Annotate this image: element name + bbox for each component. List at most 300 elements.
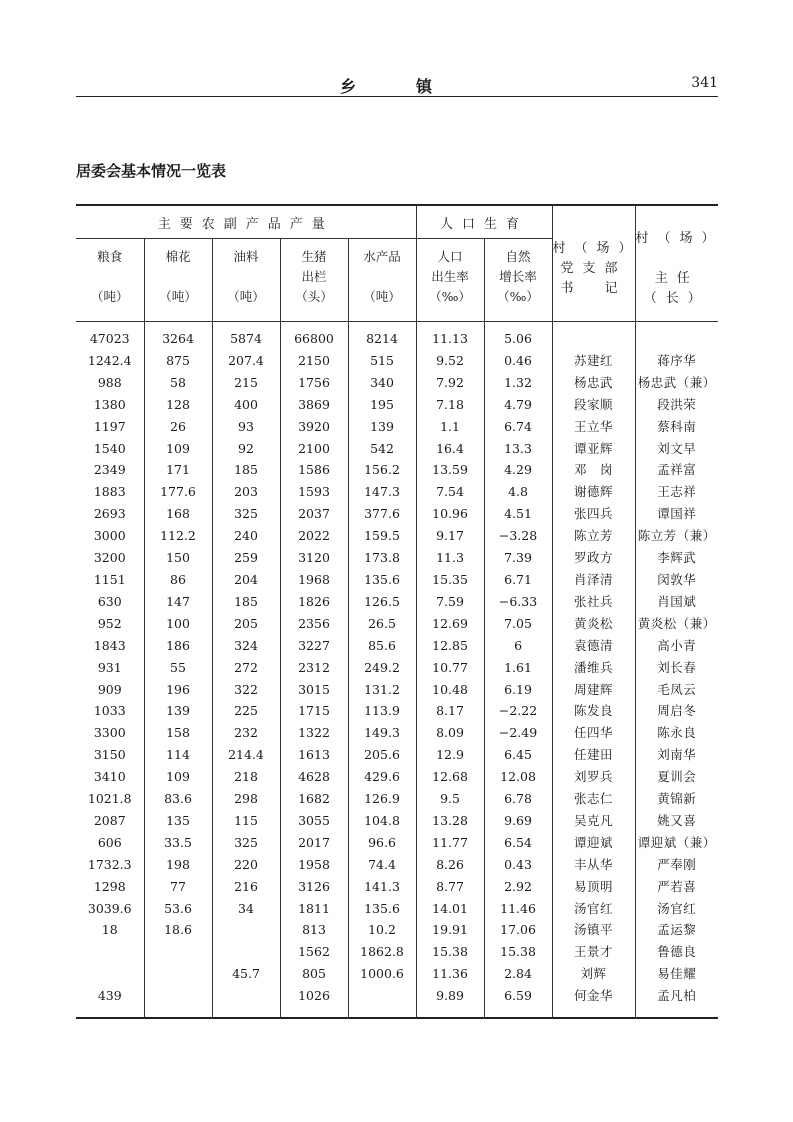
growth-rate-cell: 5.06 xyxy=(484,322,552,350)
table-row xyxy=(76,876,718,898)
aquatic-cell xyxy=(348,985,416,1018)
header-oil-unit: （吨） xyxy=(227,289,265,304)
header-cotton-unit: （吨） xyxy=(159,289,197,304)
header-growth-name1: 自然 xyxy=(505,249,531,264)
header-birth-unit: （‰） xyxy=(429,289,471,304)
director-cell: 杨忠武（兼） xyxy=(635,372,718,394)
table-row xyxy=(76,788,718,810)
grain-cell: 3150 xyxy=(76,744,144,766)
birth-rate-cell: 14.01 xyxy=(416,898,484,920)
oil-cell: 185 xyxy=(212,459,280,481)
oil-cell: 298 xyxy=(212,788,280,810)
table-row xyxy=(76,503,718,525)
pigs-cell: 2150 xyxy=(280,350,348,372)
header-grain-unit: （吨） xyxy=(90,289,129,304)
oil-cell: 325 xyxy=(212,832,280,854)
pigs-cell: 1593 xyxy=(280,481,348,503)
pigs-cell: 3015 xyxy=(280,679,348,701)
oil-cell: 205 xyxy=(212,613,280,635)
aquatic-cell: 135.6 xyxy=(348,569,416,591)
birth-rate-cell: 7.92 xyxy=(416,372,484,394)
director-cell: 姚又喜 xyxy=(635,810,718,832)
birth-rate-cell: 10.77 xyxy=(416,657,484,679)
grain-cell: 3039.6 xyxy=(76,898,144,920)
pigs-cell: 3920 xyxy=(280,416,348,438)
growth-rate-cell: 6.71 xyxy=(484,569,552,591)
table-row xyxy=(76,547,718,569)
grain-cell: 1021.8 xyxy=(76,788,144,810)
table-row xyxy=(76,744,718,766)
pigs-cell: 1811 xyxy=(280,898,348,920)
director-cell: 易佳耀 xyxy=(635,963,718,985)
secretary-cell: 何金华 xyxy=(552,985,635,1018)
growth-rate-cell: 6.78 xyxy=(484,788,552,810)
pigs-cell: 2312 xyxy=(280,657,348,679)
birth-rate-cell: 12.9 xyxy=(416,744,484,766)
birth-rate-cell: 9.17 xyxy=(416,525,484,547)
cotton-cell: 55 xyxy=(144,657,212,679)
oil-cell: 324 xyxy=(212,635,280,657)
pigs-cell: 3227 xyxy=(280,635,348,657)
aquatic-cell: 126.9 xyxy=(348,788,416,810)
oil-cell: 45.7 xyxy=(212,963,280,985)
birth-rate-cell: 8.09 xyxy=(416,722,484,744)
pigs-cell: 4628 xyxy=(280,766,348,788)
oil-cell: 207.4 xyxy=(212,350,280,372)
oil-cell: 259 xyxy=(212,547,280,569)
oil-cell: 215 xyxy=(212,372,280,394)
grain-cell: 630 xyxy=(76,591,144,613)
growth-rate-cell: 7.05 xyxy=(484,613,552,635)
pigs-cell: 1613 xyxy=(280,744,348,766)
pigs-cell: 1968 xyxy=(280,569,348,591)
birth-rate-cell: 1.1 xyxy=(416,416,484,438)
cotton-cell: 875 xyxy=(144,350,212,372)
cotton-cell: 196 xyxy=(144,679,212,701)
cotton-cell: 26 xyxy=(144,416,212,438)
secretary-cell: 张志仁 xyxy=(552,788,635,810)
table-row xyxy=(76,854,718,876)
aquatic-cell: 10.2 xyxy=(348,919,416,941)
table-row xyxy=(76,810,718,832)
grain-cell: 1540 xyxy=(76,438,144,460)
header-birth-name1: 人口 xyxy=(437,249,463,264)
oil-cell: 240 xyxy=(212,525,280,547)
grain-cell: 1033 xyxy=(76,700,144,722)
grain-cell: 1242.4 xyxy=(76,350,144,372)
secretary-cell: 丰从华 xyxy=(552,854,635,876)
grain-cell: 1883 xyxy=(76,481,144,503)
grain-cell: 952 xyxy=(76,613,144,635)
cotton-cell: 147 xyxy=(144,591,212,613)
growth-rate-cell: 17.06 xyxy=(484,919,552,941)
growth-rate-cell: 2.92 xyxy=(484,876,552,898)
growth-rate-cell: −3.28 xyxy=(484,525,552,547)
pigs-cell: 1756 xyxy=(280,372,348,394)
director-cell: 肖国斌 xyxy=(635,591,718,613)
aquatic-cell: 1000.6 xyxy=(348,963,416,985)
secretary-cell: 肖泽清 xyxy=(552,569,635,591)
aquatic-cell: 205.6 xyxy=(348,744,416,766)
header-director-line1: 村（场） xyxy=(635,230,724,246)
pigs-cell: 66800 xyxy=(280,322,348,350)
pigs-cell: 2022 xyxy=(280,525,348,547)
secretary-cell: 罗政方 xyxy=(552,547,635,569)
birth-rate-cell: 16.4 xyxy=(416,438,484,460)
director-cell: 黄炎松（兼） xyxy=(635,613,718,635)
secretary-cell: 段家顺 xyxy=(552,394,635,416)
secretary-cell: 陈立芳 xyxy=(552,525,635,547)
header-pigs xyxy=(280,239,348,322)
pigs-cell: 805 xyxy=(280,963,348,985)
header-birth-name2: 出生率 xyxy=(431,269,469,284)
table-row xyxy=(76,679,718,701)
header-secretary-line1: 村（场） xyxy=(552,240,641,256)
cotton-cell: 86 xyxy=(144,569,212,591)
aquatic-cell: 85.6 xyxy=(348,635,416,657)
secretary-cell: 任四华 xyxy=(552,722,635,744)
secretary-cell: 杨忠武 xyxy=(552,372,635,394)
cotton-cell: 3264 xyxy=(144,322,212,350)
birth-rate-cell: 11.77 xyxy=(416,832,484,854)
header-growth-unit: （‰） xyxy=(497,289,539,304)
aquatic-cell: 26.5 xyxy=(348,613,416,635)
cotton-cell: 198 xyxy=(144,854,212,876)
birth-rate-cell: 15.35 xyxy=(416,569,484,591)
cotton-cell: 114 xyxy=(144,744,212,766)
aquatic-cell: 159.5 xyxy=(348,525,416,547)
secretary-cell: 吴克凡 xyxy=(552,810,635,832)
director-cell xyxy=(635,322,718,350)
oil-cell: 225 xyxy=(212,700,280,722)
table-row xyxy=(76,657,718,679)
header-pigs-name1: 生猪 xyxy=(301,249,327,264)
table-row xyxy=(76,372,718,394)
birth-rate-cell: 15.38 xyxy=(416,941,484,963)
birth-rate-cell: 9.52 xyxy=(416,350,484,372)
aquatic-cell: 542 xyxy=(348,438,416,460)
grain-cell: 1298 xyxy=(76,876,144,898)
birth-rate-cell: 11.13 xyxy=(416,322,484,350)
birth-rate-cell: 9.5 xyxy=(416,788,484,810)
birth-rate-cell: 7.18 xyxy=(416,394,484,416)
pigs-cell: 1322 xyxy=(280,722,348,744)
header-birth-rate xyxy=(416,239,484,322)
grain-cell: 2087 xyxy=(76,810,144,832)
cotton-cell: 177.6 xyxy=(144,481,212,503)
birth-rate-cell: 12.68 xyxy=(416,766,484,788)
secretary-cell: 邓 岗 xyxy=(552,459,635,481)
table-row xyxy=(76,459,718,481)
oil-cell: 34 xyxy=(212,898,280,920)
table-row xyxy=(76,919,718,941)
oil-cell xyxy=(212,919,280,941)
pigs-cell: 2037 xyxy=(280,503,348,525)
cotton-cell: 158 xyxy=(144,722,212,744)
oil-cell: 218 xyxy=(212,766,280,788)
cotton-cell: 109 xyxy=(144,438,212,460)
header-secretary-line3: 书 记 xyxy=(560,280,627,296)
oil-cell: 204 xyxy=(212,569,280,591)
birth-rate-cell: 7.54 xyxy=(416,481,484,503)
table-row xyxy=(76,766,718,788)
director-cell: 毛凤云 xyxy=(635,679,718,701)
director-cell: 鲁德良 xyxy=(635,941,718,963)
cotton-cell: 150 xyxy=(144,547,212,569)
cotton-cell: 128 xyxy=(144,394,212,416)
birth-rate-cell: 8.77 xyxy=(416,876,484,898)
secretary-cell: 汤镇平 xyxy=(552,919,635,941)
aquatic-cell: 1862.8 xyxy=(348,941,416,963)
grain-cell: 1197 xyxy=(76,416,144,438)
director-cell: 蔡科南 xyxy=(635,416,718,438)
aquatic-cell: 249.2 xyxy=(348,657,416,679)
director-cell: 汤官红 xyxy=(635,898,718,920)
header-pigs-name2: 出栏 xyxy=(301,269,327,284)
grain-cell: 1843 xyxy=(76,635,144,657)
table-row xyxy=(76,438,718,460)
birth-rate-cell: 7.59 xyxy=(416,591,484,613)
pigs-cell: 3055 xyxy=(280,810,348,832)
pigs-cell: 3869 xyxy=(280,394,348,416)
header-aquatic xyxy=(348,239,416,322)
secretary-cell: 谭迎斌 xyxy=(552,832,635,854)
secretary-cell: 袁德清 xyxy=(552,635,635,657)
header-growth-rate xyxy=(484,239,552,322)
aquatic-cell: 74.4 xyxy=(348,854,416,876)
header-agri-products: 主要农副产品产量 xyxy=(76,205,416,239)
oil-cell: 214.4 xyxy=(212,744,280,766)
director-cell: 黄锦新 xyxy=(635,788,718,810)
aquatic-cell: 96.6 xyxy=(348,832,416,854)
header-oil xyxy=(212,239,280,322)
growth-rate-cell: 4.79 xyxy=(484,394,552,416)
director-cell: 严奉刚 xyxy=(635,854,718,876)
director-cell: 夏训会 xyxy=(635,766,718,788)
header-grain xyxy=(76,239,144,322)
oil-cell: 322 xyxy=(212,679,280,701)
header-cotton xyxy=(144,239,212,322)
director-cell: 高小青 xyxy=(635,635,718,657)
growth-rate-cell: 6.59 xyxy=(484,985,552,1018)
cotton-cell: 112.2 xyxy=(144,525,212,547)
aquatic-cell: 429.6 xyxy=(348,766,416,788)
director-cell: 谭迎斌（兼） xyxy=(635,832,718,854)
page-number: 341 xyxy=(691,75,718,91)
grain-cell xyxy=(76,941,144,963)
cotton-cell xyxy=(144,963,212,985)
header-population: 人口生育 xyxy=(416,205,552,239)
growth-rate-cell: 13.3 xyxy=(484,438,552,460)
birth-rate-cell: 10.48 xyxy=(416,679,484,701)
aquatic-cell: 173.8 xyxy=(348,547,416,569)
header-aquatic-name: 水产品 xyxy=(363,249,401,264)
table-row xyxy=(76,613,718,635)
birth-rate-cell: 11.3 xyxy=(416,547,484,569)
grain-cell: 47023 xyxy=(76,322,144,350)
pigs-cell: 2356 xyxy=(280,613,348,635)
aquatic-cell: 139 xyxy=(348,416,416,438)
table-row xyxy=(76,898,718,920)
cotton-cell: 139 xyxy=(144,700,212,722)
header-cotton-name: 棉花 xyxy=(165,249,191,264)
director-cell: 孟祥富 xyxy=(635,459,718,481)
grain-cell: 3200 xyxy=(76,547,144,569)
table-row xyxy=(76,525,718,547)
cotton-cell: 83.6 xyxy=(144,788,212,810)
growth-rate-cell: 2.84 xyxy=(484,963,552,985)
aquatic-cell: 377.6 xyxy=(348,503,416,525)
grain-cell xyxy=(76,963,144,985)
growth-rate-cell: −2.49 xyxy=(484,722,552,744)
birth-rate-cell: 12.85 xyxy=(416,635,484,657)
header-director xyxy=(635,205,724,322)
header-secretary-line2: 党支部 xyxy=(560,260,627,276)
table-title: 居委会基本情况一览表 xyxy=(76,162,227,180)
pigs-cell: 3126 xyxy=(280,876,348,898)
pigs-cell: 1026 xyxy=(280,985,348,1018)
growth-rate-cell: 4.29 xyxy=(484,459,552,481)
growth-rate-cell: −6.33 xyxy=(484,591,552,613)
grain-cell: 2693 xyxy=(76,503,144,525)
table-row xyxy=(76,700,718,722)
growth-rate-cell: 6 xyxy=(484,635,552,657)
section-title: 乡 镇 xyxy=(339,77,454,96)
cotton-cell: 168 xyxy=(144,503,212,525)
cotton-cell: 53.6 xyxy=(144,898,212,920)
cotton-cell: 77 xyxy=(144,876,212,898)
aquatic-cell: 113.9 xyxy=(348,700,416,722)
secretary-cell: 周建辉 xyxy=(552,679,635,701)
secretary-cell: 谢德辉 xyxy=(552,481,635,503)
table-row xyxy=(76,722,718,744)
header-growth-name2: 增长率 xyxy=(499,269,537,284)
grain-cell: 1380 xyxy=(76,394,144,416)
growth-rate-cell: 4.51 xyxy=(484,503,552,525)
aquatic-cell: 340 xyxy=(348,372,416,394)
header-director-line2: 主任（长） xyxy=(643,270,710,306)
aquatic-cell: 131.2 xyxy=(348,679,416,701)
oil-cell: 220 xyxy=(212,854,280,876)
director-cell: 刘南华 xyxy=(635,744,718,766)
pigs-cell: 1826 xyxy=(280,591,348,613)
birth-rate-cell: 11.36 xyxy=(416,963,484,985)
aquatic-cell: 149.3 xyxy=(348,722,416,744)
aquatic-cell: 515 xyxy=(348,350,416,372)
table-row xyxy=(76,350,718,372)
table-row xyxy=(76,569,718,591)
cotton-cell: 109 xyxy=(144,766,212,788)
growth-rate-cell: 11.46 xyxy=(484,898,552,920)
growth-rate-cell: −2.22 xyxy=(484,700,552,722)
oil-cell: 115 xyxy=(212,810,280,832)
director-cell: 严若喜 xyxy=(635,876,718,898)
director-cell: 陈立芳（兼） xyxy=(635,525,718,547)
grain-cell: 2349 xyxy=(76,459,144,481)
growth-rate-cell: 12.08 xyxy=(484,766,552,788)
grain-cell: 931 xyxy=(76,657,144,679)
cotton-cell: 186 xyxy=(144,635,212,657)
pigs-cell: 1958 xyxy=(280,854,348,876)
pigs-cell: 1682 xyxy=(280,788,348,810)
oil-cell: 203 xyxy=(212,481,280,503)
secretary-cell: 王景才 xyxy=(552,941,635,963)
cotton-cell: 18.6 xyxy=(144,919,212,941)
cotton-cell: 100 xyxy=(144,613,212,635)
birth-rate-cell: 8.26 xyxy=(416,854,484,876)
cotton-cell xyxy=(144,985,212,1018)
table-row xyxy=(76,635,718,657)
director-cell: 蒋序华 xyxy=(635,350,718,372)
birth-rate-cell: 10.96 xyxy=(416,503,484,525)
birth-rate-cell: 8.17 xyxy=(416,700,484,722)
director-cell: 李辉武 xyxy=(635,547,718,569)
oil-cell: 5874 xyxy=(212,322,280,350)
grain-cell: 3300 xyxy=(76,722,144,744)
secretary-cell: 陈发良 xyxy=(552,700,635,722)
director-cell: 闵敦华 xyxy=(635,569,718,591)
oil-cell: 325 xyxy=(212,503,280,525)
secretary-cell: 汤官红 xyxy=(552,898,635,920)
secretary-cell: 张社兵 xyxy=(552,591,635,613)
director-cell: 孟凡柏 xyxy=(635,985,718,1018)
pigs-cell: 1586 xyxy=(280,459,348,481)
table-row xyxy=(76,941,718,963)
secretary-cell xyxy=(552,322,635,350)
pigs-cell: 2017 xyxy=(280,832,348,854)
table-body xyxy=(76,322,718,1019)
header-aquatic-unit: （吨） xyxy=(363,289,401,304)
table-row xyxy=(76,416,718,438)
birth-rate-cell: 12.69 xyxy=(416,613,484,635)
birth-rate-cell: 9.89 xyxy=(416,985,484,1018)
growth-rate-cell: 7.39 xyxy=(484,547,552,569)
pigs-cell: 813 xyxy=(280,919,348,941)
growth-rate-cell: 0.46 xyxy=(484,350,552,372)
table-row xyxy=(76,963,718,985)
growth-rate-cell: 6.74 xyxy=(484,416,552,438)
pigs-cell: 1562 xyxy=(280,941,348,963)
aquatic-cell: 8214 xyxy=(348,322,416,350)
aquatic-cell: 135.6 xyxy=(348,898,416,920)
table-row xyxy=(76,322,718,350)
director-cell: 谭国祥 xyxy=(635,503,718,525)
grain-cell: 606 xyxy=(76,832,144,854)
director-cell: 王志祥 xyxy=(635,481,718,503)
header-secretary xyxy=(552,205,641,322)
growth-rate-cell: 6.19 xyxy=(484,679,552,701)
cotton-cell: 33.5 xyxy=(144,832,212,854)
oil-cell: 400 xyxy=(212,394,280,416)
aquatic-cell: 126.5 xyxy=(348,591,416,613)
grain-cell: 909 xyxy=(76,679,144,701)
aquatic-cell: 156.2 xyxy=(348,459,416,481)
cotton-cell xyxy=(144,941,212,963)
header-grain-name: 粮食 xyxy=(97,249,123,264)
secretary-cell: 王立华 xyxy=(552,416,635,438)
grain-cell: 1151 xyxy=(76,569,144,591)
secretary-cell: 刘辉 xyxy=(552,963,635,985)
grain-cell: 439 xyxy=(76,985,144,1018)
aquatic-cell: 147.3 xyxy=(348,481,416,503)
oil-cell: 92 xyxy=(212,438,280,460)
grain-cell: 1732.3 xyxy=(76,854,144,876)
table-row xyxy=(76,832,718,854)
growth-rate-cell: 15.38 xyxy=(484,941,552,963)
growth-rate-cell: 1.32 xyxy=(484,372,552,394)
cotton-cell: 135 xyxy=(144,810,212,832)
growth-rate-cell: 4.8 xyxy=(484,481,552,503)
